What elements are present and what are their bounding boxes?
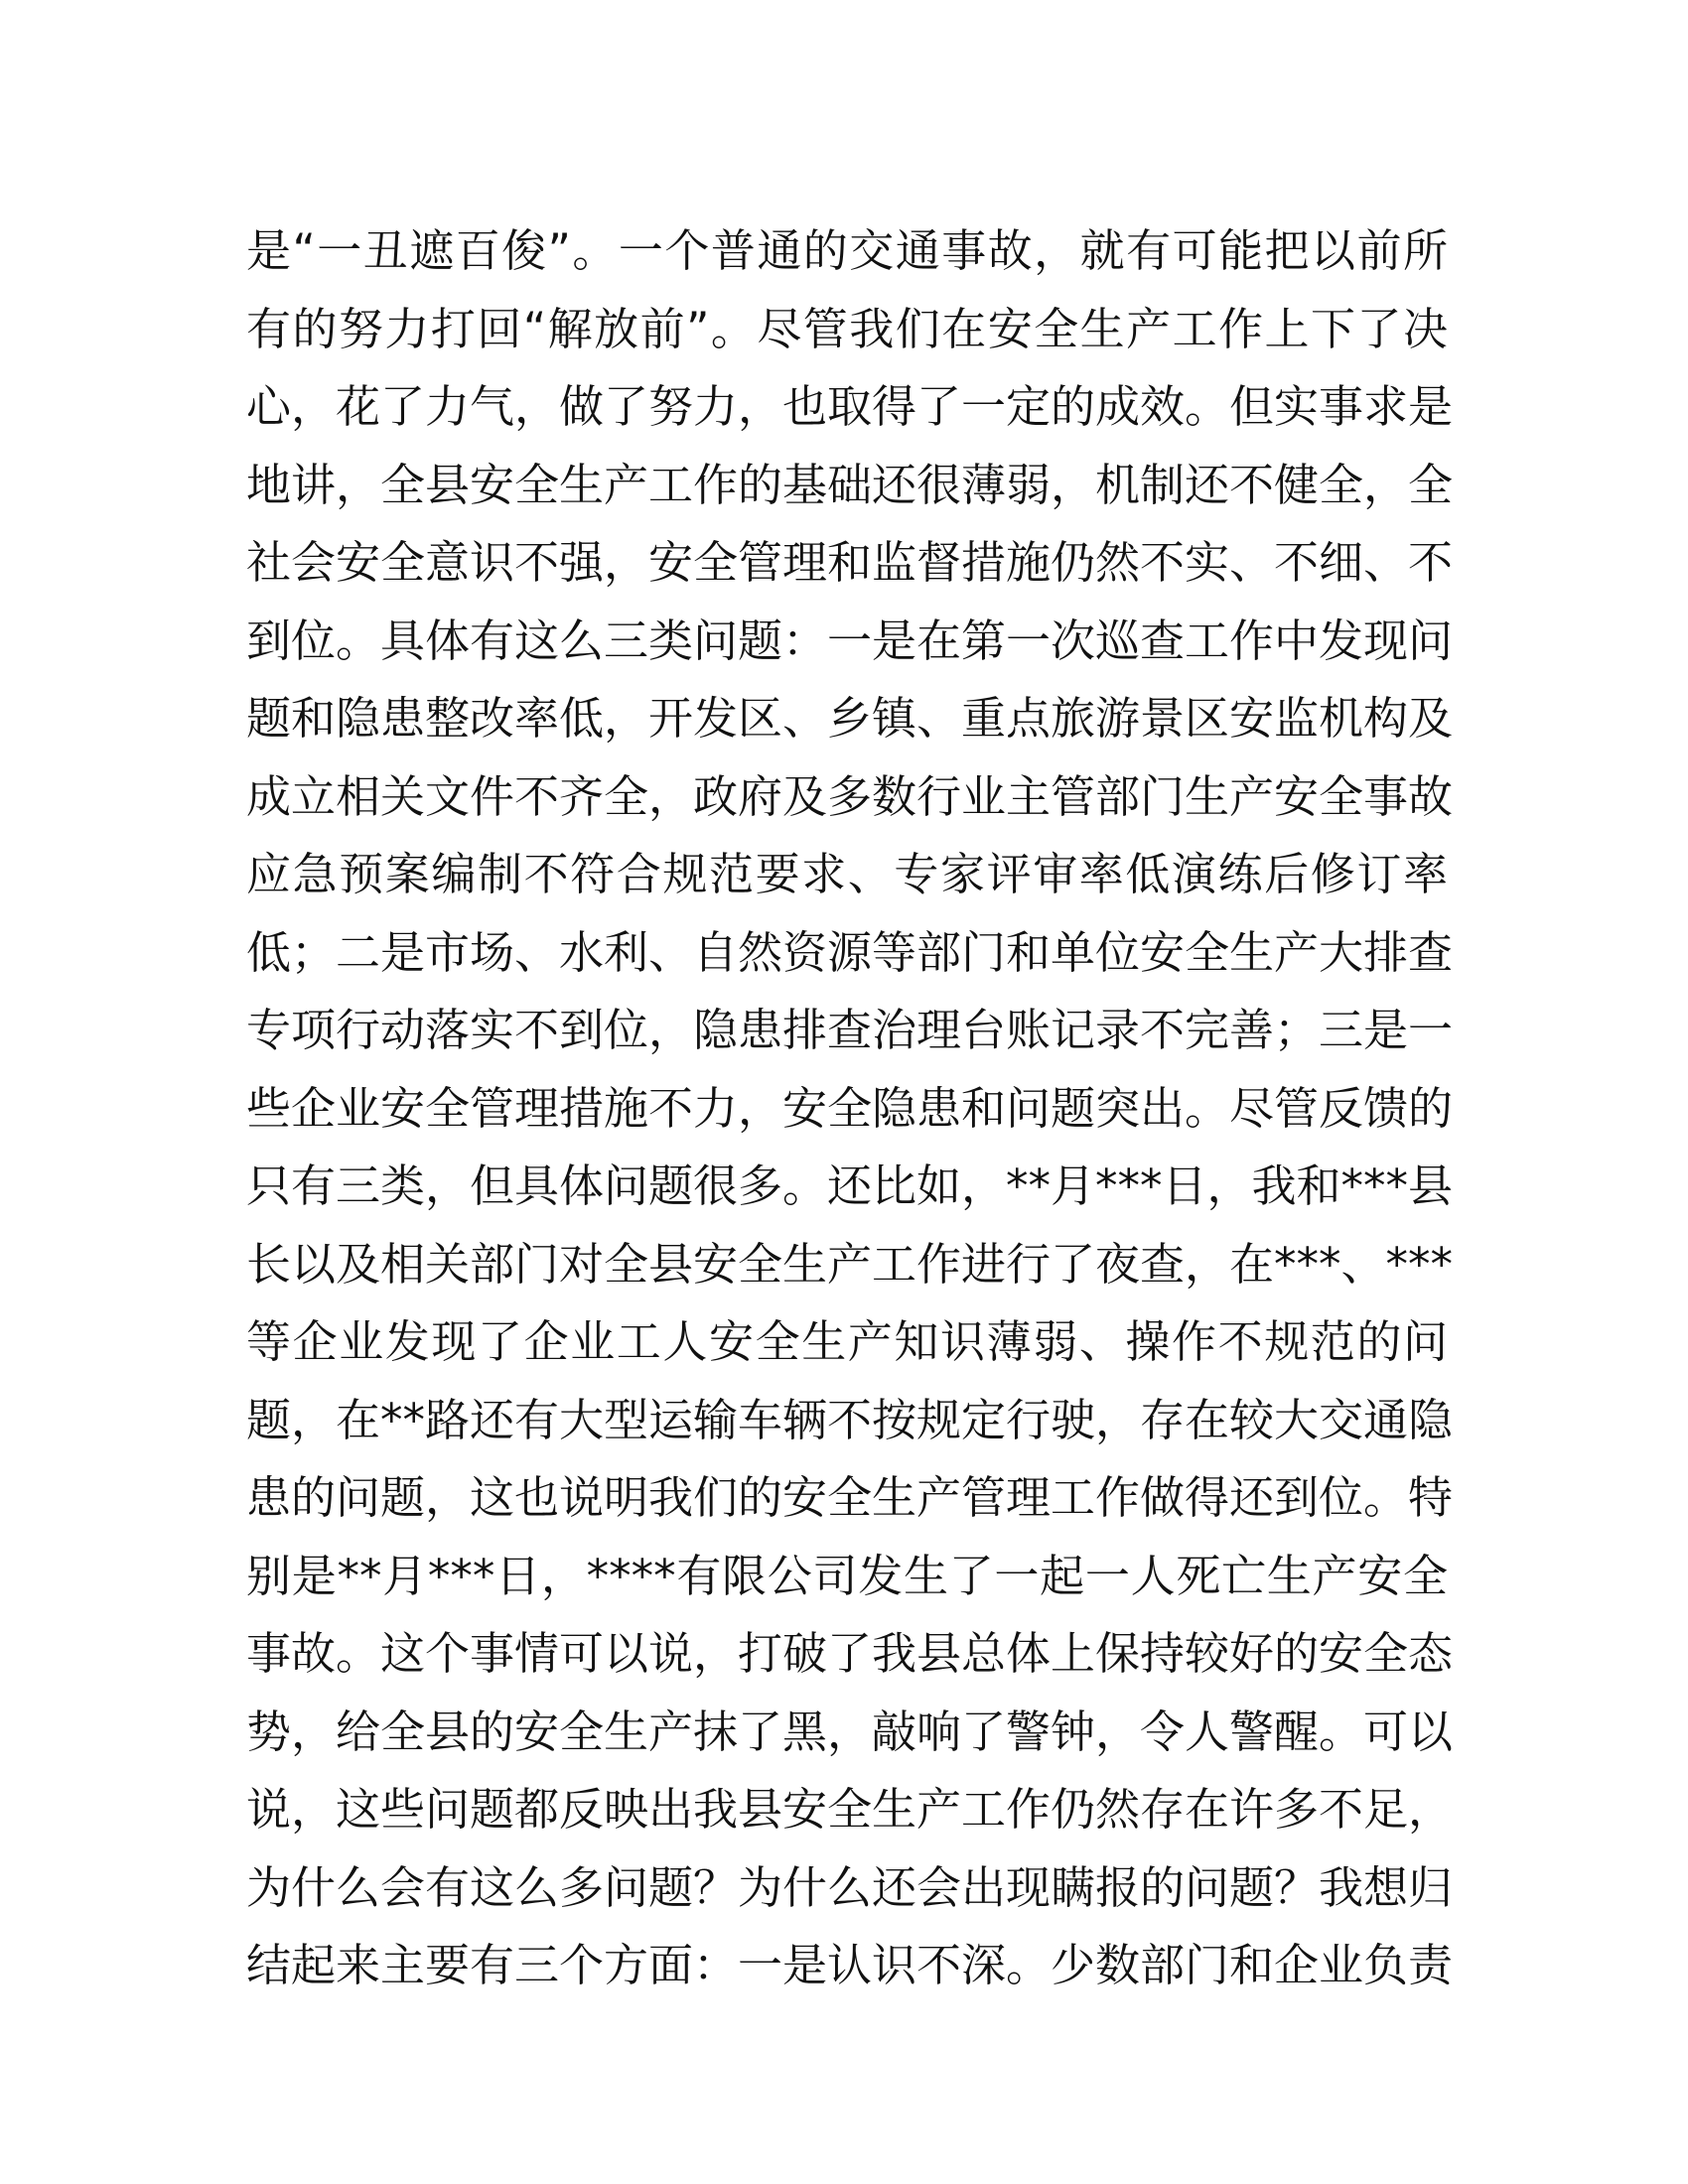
text-line: 地讲，全县安全生产工作的基础还很薄弱，机制还不健全，全 <box>246 458 1454 511</box>
text-line: 是“一丑遮百俊”。一个普通的交通事故，就有可能把以前所 <box>246 224 1448 277</box>
text-line: 患的问题，这也说明我们的安全生产管理工作做得还到位。特 <box>246 1471 1454 1524</box>
text-line: 说，这些问题都反映出我县安全生产工作仍然存在许多不足， <box>246 1783 1454 1836</box>
text-line: 有的努力打回“解放前”。尽管我们在安全生产工作上下了决 <box>246 302 1448 355</box>
text-line: 事故。这个事情可以说，打破了我县总体上保持较好的安全态 <box>246 1627 1454 1680</box>
text-line: 应急预案编制不符合规范要求、专家评审率低演练后修订率 <box>246 848 1448 900</box>
text-line: 心，花了力气，做了努力，也取得了一定的成效。但实事求是 <box>246 380 1454 433</box>
text-line: 低；二是市场、水利、自然资源等部门和单位安全生产大排查 <box>246 925 1454 979</box>
text-line: 等企业发现了企业工人安全生产知识薄弱、操作不规范的问 <box>246 1315 1448 1368</box>
text-line: 别是**月***日，****有限公司发生了一起一人死亡生产安全 <box>246 1549 1448 1602</box>
text-line: 题，在**路还有大型运输车辆不按规定行驶，存在较大交通隐 <box>246 1393 1454 1446</box>
text-line: 成立相关文件不齐全，政府及多数行业主管部门生产安全事故 <box>246 769 1454 823</box>
text-line: 题和隐患整改率低，开发区、乡镇、重点旅游景区安监机构及 <box>246 692 1454 745</box>
text-line: 到位。具体有这么三类问题：一是在第一次巡查工作中发现问 <box>246 614 1454 667</box>
text-line: 为什么会有这么多问题？为什么还会出现瞒报的问题？我想归 <box>246 1860 1454 1914</box>
text-line: 专项行动落实不到位，隐患排查治理台账记录不完善；三是一 <box>246 1004 1454 1056</box>
text-line: 势，给全县的安全生产抹了黑，敲响了警钟，令人警醒。可以 <box>246 1705 1454 1758</box>
text-line: 长以及相关部门对全县安全生产工作进行了夜查，在***、*** <box>246 1237 1454 1291</box>
text-line: 些企业安全管理措施不力，安全隐患和问题突出。尽管反馈的 <box>246 1081 1454 1135</box>
text-line: 只有三类，但具体问题很多。还比如，**月***日，我和***县 <box>246 1160 1454 1212</box>
text-line: 社会安全意识不强，安全管理和监督措施仍然不实、不细、不 <box>246 536 1454 589</box>
body-text <box>246 212 1454 2005</box>
text-line: 结起来主要有三个方面：一是认识不深。少数部门和企业负责 <box>246 1939 1454 1991</box>
